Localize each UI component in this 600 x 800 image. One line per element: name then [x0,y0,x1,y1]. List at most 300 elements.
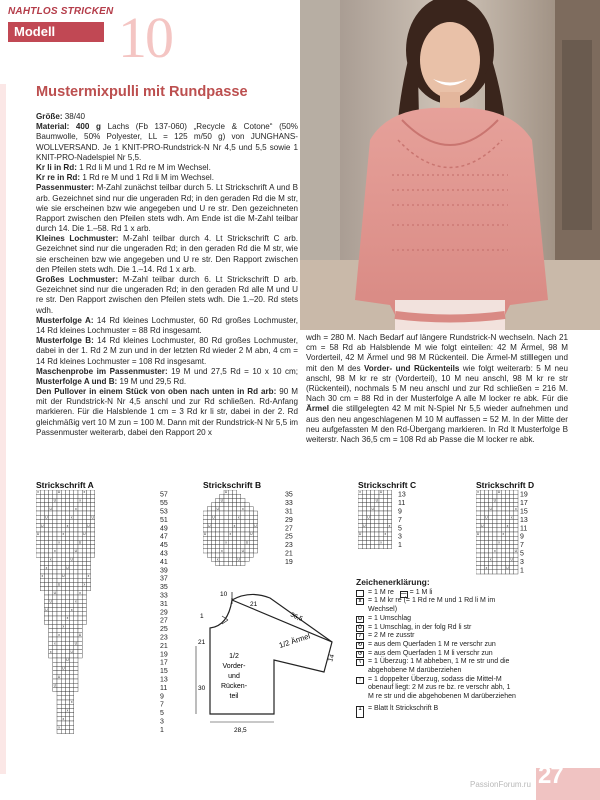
chart-cell [505,528,509,532]
chart-cell [237,507,241,511]
chart-d-grid [476,490,518,574]
chart-cell [505,545,509,549]
chart-cell [501,566,505,570]
chart-cell [61,641,65,645]
pullover-label: Den Pullover in einem Stück von oben nach unten in Rd arb: [36,387,277,397]
chart-cell [74,578,78,582]
chart-cell [387,528,391,532]
chart-cell [49,540,53,544]
chart-cell [44,490,48,494]
chart-row-number: 7 [398,516,402,524]
chart-cell [61,524,65,528]
chart-cell [57,612,61,616]
chart-cell [70,683,74,687]
chart-cell [493,553,497,557]
chart-row-number: 49 [160,525,168,533]
chart-cell [65,582,69,586]
schematic-raglan [232,594,332,642]
chart-cell [86,566,90,570]
chart-symbol: U [62,574,65,579]
chart-cell [224,519,228,523]
chart-cell [489,515,493,519]
chart-cell [91,498,95,502]
chart-cell [86,553,90,557]
chart-cell [237,528,241,532]
chart-symbol: U [510,557,513,562]
legend-item-ssk: \ = 1 Überzug: 1 M abheben, 1 M re str und die abgehobene M darüberziehen [356,658,516,675]
chart-symbol: U [203,532,207,537]
legend-item-leaf: 1 = Blatt lt Strickschrift B [356,705,516,714]
page-number: 27 [538,762,563,789]
chart-cell [65,717,69,721]
chart-cell [253,515,257,519]
chart-cell [362,507,366,511]
chart-cell [70,582,74,586]
chart-cell [70,587,74,591]
chart-cell [61,519,65,523]
chart-cell [70,624,74,628]
chart-cell [78,553,82,557]
chart-cell [70,519,74,523]
chart-cell [57,608,61,612]
chart-cell [476,524,480,528]
chart-cell [497,519,501,523]
chart-cell [49,591,53,595]
chart-cell [362,498,366,502]
chart-cell [49,574,53,578]
chart-cell [70,692,74,696]
chart-cell [232,557,236,561]
chart-cell [70,549,74,553]
model-photo-illustration [300,0,600,330]
chart-cell [61,645,65,649]
chart-cell [497,494,501,498]
chart-symbol: U [250,532,253,537]
chart-cell [476,507,480,511]
chart-cell [375,503,379,507]
chart-cell [480,549,484,553]
chart-cell [36,494,40,498]
chart-cell [484,540,488,544]
chart-symbol: x [502,532,505,537]
chart-cell [82,511,86,515]
chart-symbol: U [41,523,44,528]
chart-symbol: x [515,507,517,511]
chart-cell [224,503,228,507]
chart-cell [61,587,65,591]
chart-row-number: 9 [520,533,524,541]
chart-cell [57,658,61,662]
chart-cell [476,540,480,544]
model-number: 10 [118,5,172,70]
chart-cell [211,524,215,528]
chart-cell [510,498,514,502]
chart-cell [82,620,86,624]
chart-cell [232,503,236,507]
chart-cell [493,536,497,540]
chart-cell [36,519,40,523]
chart-symbol: x [54,641,56,646]
chart-cell [232,549,236,553]
chart-cell [53,511,57,515]
chart-cell [91,490,95,494]
chart-cell [44,612,48,616]
chart-cell [78,650,82,654]
chart-cell [74,519,78,523]
chart-cell [53,608,57,612]
chart-cell [220,536,224,540]
chart-cell [387,545,391,549]
chart-cell [61,515,65,519]
chart-cell [387,494,391,498]
chart-cell [65,725,69,729]
chart-cell [61,545,65,549]
chart-cell [78,511,82,515]
chart-symbol: U [481,523,484,528]
chart-cell [249,524,253,528]
chart-cell [53,566,57,570]
chart-symbol: x [233,523,236,528]
dim-28-5: 28,5 [234,727,247,734]
chart-cell [203,545,207,549]
chart-cell [65,515,69,519]
chart-cell [61,536,65,540]
chart-cell [74,629,78,633]
chart-cell [65,692,69,696]
chart-cell [74,591,78,595]
chart-cell [505,498,509,502]
chart-cell [65,540,69,544]
chart-cell [237,498,241,502]
chart-a [36,490,186,745]
chart-symbol: x [221,549,223,553]
chart-cell [65,650,69,654]
chart-cell [57,713,61,717]
chart-cell [61,671,65,675]
chart-cell [61,498,65,502]
chart-cell [44,599,48,603]
chart-cell [78,570,82,574]
chart-cell [501,511,505,515]
chart-symbol: x [62,532,65,537]
chart-cell [358,536,362,540]
chart-symbol: U [493,498,497,503]
chart-cell [49,511,53,515]
chart-cell [70,721,74,725]
chart-cell [70,574,74,578]
chart-cell [49,524,53,528]
chart-cell [232,545,236,549]
chart-cell [61,725,65,729]
chart-cell [57,662,61,666]
chart-cell [245,524,249,528]
garment-schematic [192,586,352,746]
dim-36-5: 36,5 [289,611,304,623]
chart-cell [70,599,74,603]
chart-cell [510,524,514,528]
ssk-symbol-icon: \ [356,659,364,666]
chart-cell [362,528,366,532]
chart-cell [245,515,249,519]
chart-cell [65,498,69,502]
chart-cell [40,515,44,519]
chart-cell [53,503,57,507]
chart-cell [57,729,61,733]
chart-cell [74,494,78,498]
chart-cell [358,545,362,549]
chart-cell [53,645,57,649]
chart-cell [228,524,232,528]
chart-cell [49,637,53,641]
chart-cell [74,561,78,565]
chart-cell [86,498,90,502]
chart-cell [362,511,366,515]
left-stripe [0,84,6,774]
chart-cell [57,654,61,658]
chart-cell [78,624,82,628]
chart-cell [245,553,249,557]
chart-cell [228,490,232,494]
chart-cell [61,561,65,565]
chart-symbol: x [54,549,56,553]
chart-cell [44,591,48,595]
chart-cell [489,524,493,528]
chart-cell [480,557,484,561]
chart-cell [501,498,505,502]
chart-cell [489,532,493,536]
chart-cell [70,629,74,633]
chart-cell [57,570,61,574]
chart-cell [514,511,518,515]
chart-cell [78,545,82,549]
chart-cell [514,561,518,565]
twisted-symbol-icon: x [356,598,364,605]
chart-cell [82,498,86,502]
chart-cell [74,603,78,607]
chart-cell [70,498,74,502]
chart-cell [493,511,497,515]
chart-cell [86,587,90,591]
chart-cell [371,515,375,519]
chart-cell [53,633,57,637]
chart-cell [224,507,228,511]
chart-symbol: U [66,658,69,663]
chart-cell [57,532,61,536]
chart-cell [237,532,241,536]
col2-text-e: die stillgelegten 42 M mit N-Spiel Nr 5,5 wieder aufnehmen und aus den neu angeschlagenen M 10 M auffassen = 52 M. In der Mitte der neu aufgefassten M den Rd-Übergang markieren. In Rd lt Musterfolge B weiterstr. Nach 36,5 cm = 108 Rd ab Passe die M locker re abk. [306,404,568,444]
chart-cell [74,532,78,536]
chart-b-row-numbers [285,492,293,566]
chart-cell [65,494,69,498]
chart-cell [514,494,518,498]
chart-cell [49,603,53,607]
chart-cell [57,553,61,557]
chart-cell [505,511,509,515]
chart-cell [497,511,501,515]
chart-cell [74,612,78,616]
chart-cell [70,503,74,507]
chart-cell [65,587,69,591]
chart-row-number: 11 [520,525,528,533]
chart-cell [480,536,484,540]
chart-cell [70,633,74,637]
section-kicker: NAHTLOS STRICKEN [8,6,114,17]
chart-cell [249,519,253,523]
body-label-4: Rücken- [220,683,248,690]
chart-cell [53,595,57,599]
double-decrease-symbol-icon: ↑ [356,677,364,684]
chart-symbol: U [254,523,257,528]
chart-row-number: 31 [160,600,168,608]
legend-item-yarnover: U = 1 Umschlag [358,614,411,622]
chart-cell [253,545,257,549]
chart-cell [61,650,65,654]
chart-cell [65,553,69,557]
chart-cell [224,557,228,561]
k2tog-symbol-icon: / [356,633,364,640]
chart-cell [57,587,61,591]
chart-cell [362,494,366,498]
chart-cell [44,557,48,561]
chart-cell [57,498,61,502]
chart-symbol: U [87,523,90,528]
chart-cell [501,519,505,523]
chart-symbol: x [229,532,232,537]
chart-cell [78,490,82,494]
chart-cell [211,557,215,561]
chart-symbol: U [57,582,61,587]
chart-cell [82,608,86,612]
chart-cell [65,620,69,624]
chart-cell [232,532,236,536]
chart-row-number: 11 [160,684,168,692]
chart-cell [241,557,245,561]
chart-cell [86,503,90,507]
material-text: Lachs (Fb 137-060) „Recycle & Cotone“ (50% Baumwolle, 50% Polyester, LL = 125 m/50 g) von JUNGHANS-WOLLVERSAND. Je 1 KNIT-PRO-Rundstrick-N Nr 4,5 und 5,5 sowie 1 KNIT-PRO-Nadelspiel Nr 5,5. [36,122,298,162]
chart-cell [371,545,375,549]
chart-cell [249,515,253,519]
chart-cell [53,561,57,565]
chart-cell [82,540,86,544]
chart-cell [57,637,61,641]
chart-symbol: U [476,532,480,537]
chart-symbol: U [212,515,215,520]
chart-cell [216,549,220,553]
chart-cell [78,595,82,599]
chart-cell [57,650,61,654]
chart-cell [53,603,57,607]
chart-cell [65,637,69,641]
chart-cell [70,490,74,494]
chart-cell [44,570,48,574]
chart-cell [61,603,65,607]
chart-cell [65,528,69,532]
chart-cell [65,662,69,666]
chart-symbol: x [359,490,361,495]
chart-cell [57,700,61,704]
chart-cell [489,498,493,502]
chart-cell [383,490,387,494]
chart-cell [216,540,220,544]
chart-cell [232,561,236,565]
chart-cell [49,570,53,574]
chart-cell [86,561,90,565]
chart-cell [232,490,236,494]
chart-cell [61,708,65,712]
chart-cell [510,570,514,574]
chart-cell [82,557,86,561]
chart-cell [82,519,86,523]
chart-cell [484,524,488,528]
chart-cell [480,566,484,570]
chart-cell [245,545,249,549]
chart-symbol: x [58,725,60,730]
chart-cell [61,675,65,679]
chart-cell [86,507,90,511]
chart-cell [65,629,69,633]
chart-cell [497,570,501,574]
chart-cell [371,528,375,532]
chart-cell [70,566,74,570]
chart-cell [476,498,480,502]
chart-cell [57,641,61,645]
chart-cell [40,557,44,561]
chart-cell [489,566,493,570]
chart-cell [78,637,82,641]
chart-cell [78,616,82,620]
chart-cell [493,557,497,561]
chart-cell [228,503,232,507]
chart-cell [220,503,224,507]
chart-symbol: U [485,515,488,520]
chart-symbol: U [224,490,228,495]
chart-symbol: U [245,540,249,545]
legend-item-twisted: x = 1 M kr re (= 1 Rd re M und 1 Rd li M im Wechsel) [356,597,516,614]
chart-cell [91,503,95,507]
chart-cell [514,557,518,561]
chart-cell [514,519,518,523]
chart-cell [61,612,65,616]
chart-cell [40,490,44,494]
chart-cell [501,545,505,549]
chart-cell [245,507,249,511]
chart-cell [65,687,69,691]
chart-cell [78,641,82,645]
chart-symbol: U [216,507,219,511]
knit-symbol-icon [356,590,364,597]
chart-cell [510,507,514,511]
chart-cell [65,713,69,717]
chart-cell [484,519,488,523]
chart-cell [74,650,78,654]
chart-cell [501,515,505,519]
chart-cell [514,553,518,557]
chart-cell [74,490,78,494]
chart-cell [241,528,245,532]
legend-item-knit: = 1 M re — = 1 M li [356,589,516,598]
chart-cell [484,528,488,532]
chart-cell [241,498,245,502]
chart-cell [70,536,74,540]
chart-cell [237,494,241,498]
chart-cell [61,582,65,586]
chart-cell [65,591,69,595]
chart-cell [53,519,57,523]
chart-cell [74,524,78,528]
chart-cell [70,532,74,536]
m1-knit-symbol-icon: ↻ [357,641,363,648]
chart-symbol: U [241,549,245,553]
